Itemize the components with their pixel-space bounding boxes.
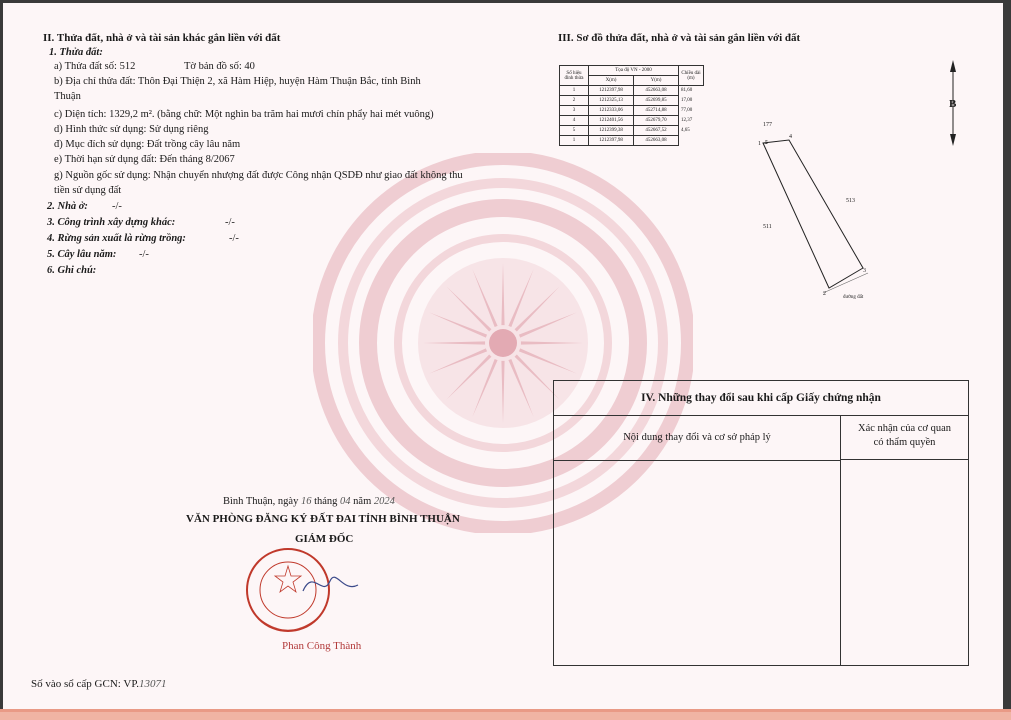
origin-line1: g) Nguồn gốc sử dụng: Nhận chuyển nhượng đất được Công nhận QSDĐ như giao đất không thu — [54, 170, 463, 181]
table-row — [560, 136, 704, 146]
coordinate-table — [559, 65, 704, 146]
notes-label: 6. Ghi chú: — [47, 265, 97, 276]
construction-label: 3. Công trình xây dựng khác: — [47, 217, 176, 228]
row-point: 1 — [560, 86, 589, 96]
register-line — [31, 678, 166, 691]
col-length-header: Chiều dài (m) — [679, 66, 704, 86]
signer-name: Phan Công Thành — [282, 640, 362, 652]
perennial-value: -/- — [139, 249, 149, 260]
forest-value: -/- — [229, 233, 239, 244]
vertex-label: 4 — [789, 134, 792, 140]
col-x-header: X(m) — [589, 76, 634, 86]
area: c) Diện tích: 1329,2 m². (bằng chữ: Một nghìn ba trăm hai mươi chín phẩy hai mét vuông) — [54, 109, 434, 120]
row-length: 81,60 — [681, 88, 693, 94]
perennial-label: 5. Cây lâu năm: — [47, 249, 117, 260]
col-y-header: Y(m) — [634, 76, 679, 86]
date-year: 2024 — [373, 496, 395, 507]
parcel-number: a) Thửa đất số: 512 — [54, 61, 136, 72]
row-x: 1212397,98 — [589, 136, 634, 146]
use-term: e) Thời hạn sử dụng đất: Đến tháng 8/2067 — [54, 154, 235, 165]
vertex-label: 5 — [765, 140, 768, 146]
col-system-header: Tọa độ VN - 2000 — [589, 66, 679, 76]
page-edge-strip — [0, 709, 1011, 720]
row-x: 1212397,98 — [589, 86, 634, 96]
parcel-sketch — [743, 118, 883, 308]
section2-heading: II. Thửa đất, nhà ở và tài sản khác gắn liền với đất — [43, 32, 281, 44]
signature-scribble — [298, 563, 368, 603]
address-line1: b) Địa chỉ thửa đất: Thôn Đại Thiện 2, xã Hàm Hiệp, huyện Hàm Thuận Bắc, tỉnh Bình — [54, 76, 421, 87]
row-length: 12,37 — [681, 118, 693, 123]
table-row — [560, 116, 704, 126]
col2-line1: Xác nhận của cơ quan — [857, 423, 951, 434]
table-row — [560, 86, 704, 96]
house-value: -/- — [112, 201, 122, 212]
use-form: d) Hình thức sử dụng: Sử dụng riêng — [54, 124, 209, 135]
date-month: 04 — [340, 496, 351, 507]
col-point-header: Số hiệu đỉnh thửa — [560, 66, 589, 86]
year-label: năm — [353, 496, 372, 507]
row-length: 17,00 — [681, 98, 693, 103]
section4-heading: IV. Những thay đổi sau khi cấp Giấy chứng nhận — [554, 381, 968, 416]
forest-label: 4. Rừng sản xuất là rừng trồng: — [47, 233, 186, 244]
vertex-label: 2 — [823, 291, 826, 297]
changes-col-content: Nội dung thay đổi và cơ sở pháp lý — [554, 416, 841, 461]
row-length-empty — [679, 136, 704, 146]
row-point: 4 — [560, 116, 589, 126]
house-label: 2. Nhà ở: — [47, 201, 88, 212]
row-x: 1212325,13 — [589, 96, 634, 106]
address-line2: Thuận — [54, 91, 81, 102]
date-prefix: Bình Thuận, ngày — [223, 496, 299, 507]
issuing-office: VĂN PHÒNG ĐĂNG KÝ ĐẤT ĐAI TỈNH BÌNH THUẬN — [186, 513, 460, 525]
signer-position: GIÁM ĐỐC — [295, 533, 354, 545]
date-line — [223, 495, 395, 508]
row-x: 1212401,56 — [589, 116, 634, 126]
row-x: 1212333,06 — [589, 106, 634, 116]
register-label: Số vào sổ cấp GCN: VP. — [31, 678, 139, 690]
neighbor-right: 513 — [846, 198, 855, 204]
month-label: tháng — [314, 496, 338, 507]
table-row — [560, 126, 704, 136]
row-x: 1212399,38 — [589, 126, 634, 136]
row-y: 452699,85 — [634, 96, 679, 106]
construction-value: -/- — [225, 217, 235, 228]
neighbor-left: 511 — [763, 224, 772, 230]
row-point: 5 — [560, 126, 589, 136]
road-label: đường đất — [843, 295, 864, 300]
use-purpose: đ) Mục đích sử dụng: Đất trồng cây lâu năm — [54, 139, 241, 150]
map-sheet-number: Tờ bản đồ số: 40 — [184, 61, 255, 72]
parcel-heading: 1. Thửa đất: — [49, 47, 103, 58]
changes-table — [553, 380, 969, 666]
column-divider — [840, 460, 841, 665]
row-y: 452663,08 — [634, 136, 679, 146]
row-y: 452667,52 — [634, 126, 679, 136]
row-y: 452714,88 — [634, 106, 679, 116]
row-point: 1 — [560, 136, 589, 146]
row-point: 2 — [560, 96, 589, 106]
vertex-label: 1 — [758, 141, 761, 147]
register-number: 13071 — [138, 678, 167, 690]
row-y: 452663,08 — [634, 86, 679, 96]
row-y: 452679,70 — [634, 116, 679, 126]
row-point: 3 — [560, 106, 589, 116]
date-day: 16 — [300, 496, 312, 507]
table-row — [560, 96, 704, 106]
north-label: B — [949, 98, 957, 110]
col2-line2: có thẩm quyền — [873, 437, 936, 448]
row-length: 77,00 — [681, 108, 693, 113]
origin-line2: tiền sử dụng đất — [54, 185, 122, 196]
certificate-page — [3, 3, 1003, 709]
neighbor-top: 177 — [763, 122, 772, 128]
table-row — [560, 106, 704, 116]
row-length: 4,65 — [681, 128, 690, 133]
section3-heading: III. Sơ đồ thửa đất, nhà ở và tài sản gắn liền với đất — [558, 32, 801, 44]
changes-col-confirmation — [841, 416, 968, 460]
vertex-label: 3 — [863, 268, 866, 274]
